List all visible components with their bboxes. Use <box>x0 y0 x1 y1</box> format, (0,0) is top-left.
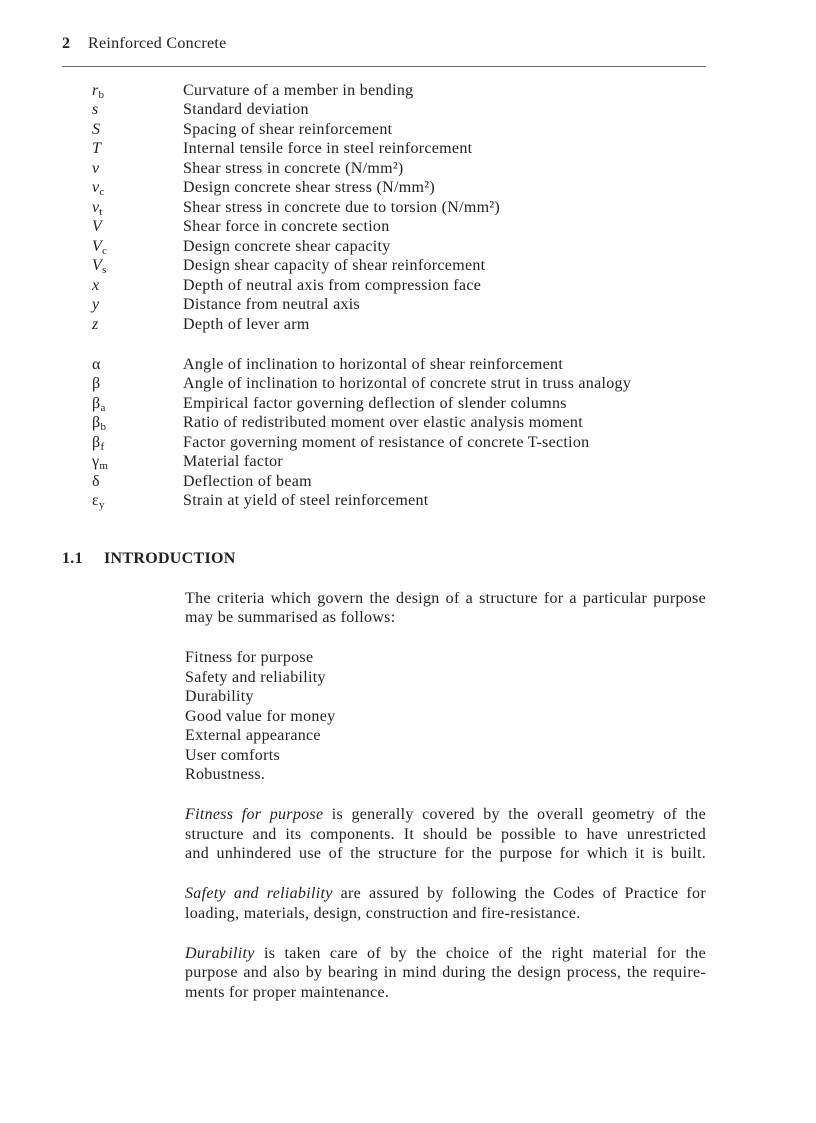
section-title: INTRODUCTION <box>104 549 236 567</box>
notation-subscript: s <box>102 264 107 276</box>
section-number: 1.1 <box>62 549 83 567</box>
notation-description: Depth of lever arm <box>183 315 310 333</box>
notation-row <box>92 139 732 159</box>
notation-row <box>92 374 732 394</box>
notation-subscript: b <box>100 421 107 433</box>
notation-row <box>92 413 732 433</box>
notation-description: Shear stress in concrete due to torsion (N/mm²) <box>183 198 501 216</box>
body-paragraph-fitness <box>185 805 706 864</box>
notation-symbol: v <box>92 159 100 177</box>
intro-paragraph <box>185 589 706 628</box>
notation-symbol: $v_c$ <box>92 179 105 198</box>
notation-symbol: $\varepsilon_y$ <box>92 492 105 511</box>
notation-row <box>92 433 732 453</box>
italic-lead: Durability <box>185 944 255 962</box>
notation-description: Deflection of beam <box>183 472 312 490</box>
notation-description: Angle of inclination to horizontal of concrete strut in truss analogy <box>183 375 632 392</box>
notation-description: Factor governing moment of resistance of concrete T-section <box>183 433 590 451</box>
notation-description: Standard deviation <box>183 101 309 118</box>
list-item: Durability <box>185 688 254 705</box>
notation-row <box>92 159 732 179</box>
page-number: 2 <box>62 35 71 52</box>
body-paragraph-safety <box>185 884 706 923</box>
notation-row <box>92 178 732 198</box>
paragraph-line: purpose and also by bearing in mind during the design process, the require- <box>185 964 706 981</box>
notation-description: Shear force in concrete section <box>183 218 390 235</box>
notation-subscript: a <box>100 401 106 414</box>
notation-list-greek <box>92 355 732 511</box>
notation-description: Ratio of redistributed moment over elastic analysis moment <box>183 414 583 431</box>
notation-symbol: α <box>92 355 101 373</box>
notation-row <box>92 315 732 335</box>
list-item: Robustness. <box>185 766 266 783</box>
section-heading <box>0 549 816 569</box>
notation-description: Design concrete shear capacity <box>183 237 391 255</box>
notation-symbol: $\beta_f$ <box>92 433 105 453</box>
notation-symbol: T <box>92 140 102 157</box>
body-text <box>185 589 706 1023</box>
notation-symbol: y <box>92 296 100 313</box>
notation-description: Spacing of shear reinforcement <box>183 120 393 138</box>
list-item: External appearance <box>185 727 321 744</box>
notation-description: Internal tensile force in steel reinforcement <box>183 140 473 157</box>
notation-symbol: $\beta_b$ <box>92 414 107 433</box>
notation-row <box>92 452 732 472</box>
body-paragraph-durability <box>185 944 706 1003</box>
notation-symbol: V <box>92 218 103 235</box>
running-title: Reinforced Concrete <box>88 35 227 52</box>
notation-row <box>92 217 732 237</box>
notation-symbol: $r_b$ <box>92 81 105 101</box>
notation-description: Design concrete shear stress (N/mm²) <box>183 179 435 196</box>
notation-row <box>92 276 732 296</box>
notation-subscript: c <box>102 244 108 257</box>
notation-symbol: β <box>92 375 101 392</box>
notation-subscript: f <box>100 440 105 453</box>
notation-row <box>92 198 732 218</box>
paragraph-line: Safety and reliability are assured by following the Codes of Practice for <box>185 885 706 902</box>
notation-row <box>92 491 732 511</box>
paragraph-line: and unhindered use of the structure for the purpose for which it is built. <box>185 845 706 862</box>
paragraph-line: Durability is taken care of by the choice of the right material for the <box>185 944 706 962</box>
notation-symbol: $\gamma_m$ <box>92 453 109 472</box>
notation-subscript: t <box>99 205 103 218</box>
notation-row <box>92 237 732 257</box>
notation-description: Empirical factor governing deflection of slender columns <box>183 394 567 412</box>
notation-row <box>92 256 732 276</box>
notation-subscript: m <box>99 460 109 472</box>
paragraph-line: structure and its components. It should be possible to have unrestricted <box>185 825 706 843</box>
paragraph-line: ments for proper maintenance. <box>185 983 390 1001</box>
notation-description: Shear stress in concrete (N/mm²) <box>183 159 404 177</box>
notation-symbol: s <box>92 101 99 118</box>
notation-symbol: $v_t$ <box>92 198 103 218</box>
notation-description: Curvature of a member in bending <box>183 81 414 99</box>
notation-row <box>92 394 732 414</box>
paragraph-line: The criteria which govern the design of a structure for a particular purpose <box>185 589 706 607</box>
notation-row <box>92 472 732 492</box>
notation-description: Strain at yield of steel reinforcement <box>183 492 429 509</box>
notation-row <box>92 355 732 375</box>
notation-symbol: $V_s$ <box>92 257 107 276</box>
list-item: Good value for money <box>185 707 336 725</box>
criteria-list <box>185 648 706 785</box>
notation-symbol: $V_c$ <box>92 237 108 257</box>
notation-symbol: z <box>92 315 99 333</box>
notation-description: Angle of inclination to horizontal of shear reinforcement <box>183 355 564 373</box>
notation-symbol: δ <box>92 472 100 490</box>
italic-lead: Fitness for purpose <box>185 806 324 823</box>
notation-row <box>92 295 732 315</box>
list-item: User comforts <box>185 746 280 764</box>
notation-list-latin <box>92 81 732 335</box>
list-item: Fitness for purpose <box>185 649 314 666</box>
italic-lead: Safety and reliability <box>185 885 333 902</box>
notation-description: Design shear capacity of shear reinforcement <box>183 257 486 274</box>
notation-row <box>92 81 732 101</box>
list-item: Safety and reliability <box>185 668 326 686</box>
notation-subscript: b <box>98 88 105 101</box>
paragraph-line: may be summarised as follows: <box>185 609 396 626</box>
notation-subscript: c <box>99 186 105 198</box>
notation-row <box>92 100 732 120</box>
header-rule <box>62 66 706 67</box>
notation-description: Depth of neutral axis from compression face <box>183 276 482 294</box>
notation-symbol: x <box>92 276 100 294</box>
paragraph-line: Fitness for purpose is generally covered by the overall geometry of the <box>185 806 706 823</box>
running-head <box>0 34 816 54</box>
notation-symbol: S <box>92 120 101 138</box>
notation-subscript: y <box>99 499 105 511</box>
notation-row <box>92 120 732 140</box>
notation-description: Distance from neutral axis <box>183 296 361 313</box>
notation-symbol: $\beta_a$ <box>92 394 106 414</box>
paragraph-line: loading, materials, design, construction and fire-resistance. <box>185 904 581 922</box>
notation-description: Material factor <box>183 453 283 470</box>
